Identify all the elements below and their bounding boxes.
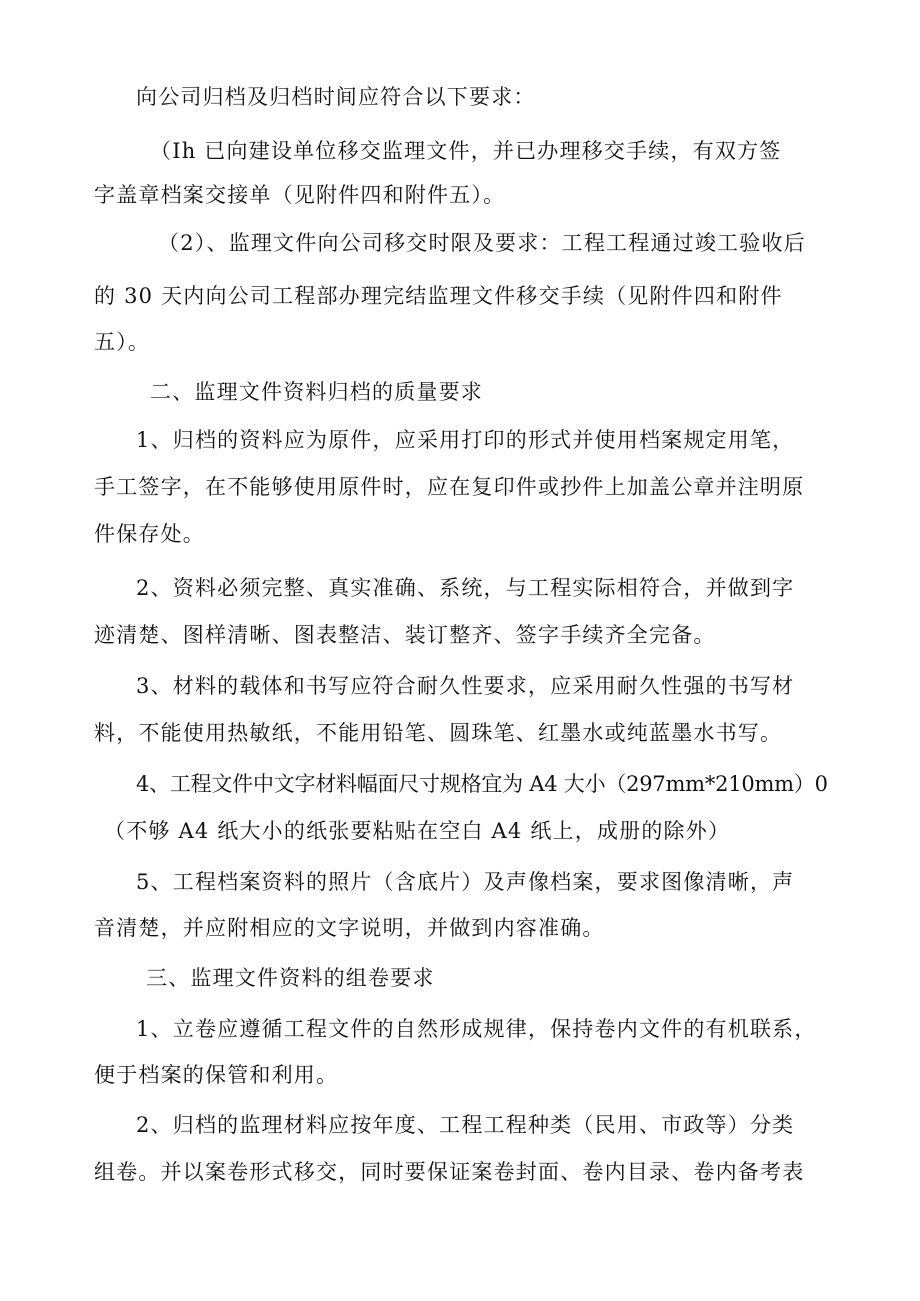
text-line: 4、工程文件中文字材料幅面尺寸规格宜为 A4 大小（297mm*210mm）0 <box>136 772 828 796</box>
text-line: 件保存处。 <box>94 522 205 546</box>
text-line: 迹清楚、图样清晰、图表整洁、装订整齐、签字手续齐全完备。 <box>94 623 716 647</box>
text-line: 料，不能使用热敏纸，不能用铅笔、圆珠笔、红墨水或纯蓝墨水书写。 <box>94 721 783 745</box>
text-line: 1、归档的资料应为原件，应采用打印的形式并使用档案规定用笔， <box>136 428 795 452</box>
text-line: 5、工程档案资料的照片（含底片）及声像档案，要求图像清晰，声 <box>136 870 795 894</box>
section-heading: 三、监理文件资料的组卷要求 <box>146 966 435 990</box>
text-line: 向公司归档及归档时间应符合以下要求： <box>136 85 536 109</box>
text-line: （2）、监理文件向公司移交时限及要求：工程工程通过竣工验收后 <box>158 231 806 255</box>
text-line: 3、材料的载体和书写应符合耐久性要求，应采用耐久性强的书写材 <box>136 674 795 698</box>
text-line: （不够 A4 纸大小的纸张要粘贴在空白 A4 纸上，成册的除外） <box>104 819 731 843</box>
text-line: 字盖章档案交接单（见附件四和附件五）。 <box>94 183 506 207</box>
text-line: 的 30 天内向公司工程部办理完结监理文件移交手续（见附件四和附件 <box>94 284 783 308</box>
text-line: 2、归档的监理材料应按年度、工程工程种类（民用、市政等）分类 <box>136 1113 795 1137</box>
text-line: 组卷。并以案卷形式移交，同时要保证案卷封面、卷内目录、卷内备考表 <box>94 1160 805 1184</box>
text-line: 2、资料必须完整、真实准确、系统，与工程实际相符合，并做到字 <box>136 576 795 600</box>
text-line: 便于档案的保管和利用。 <box>94 1063 339 1087</box>
section-heading: 二、监理文件资料归档的质量要求 <box>150 380 483 404</box>
text-line: （Ih 已向建设单位移交监理文件，并已办理移交手续，有双方签 <box>150 139 782 163</box>
text-line: 1、立卷应遵循工程文件的自然形成规律，保持卷内文件的有机联系， <box>136 1017 817 1041</box>
text-line: 五）。 <box>94 330 151 354</box>
text-line: 音清楚，并应附相应的文字说明，并做到内容准确。 <box>94 916 605 940</box>
text-line: 手工签字，在不能够使用原件时，应在复印件或抄件上加盖公章并注明原 <box>94 475 805 499</box>
